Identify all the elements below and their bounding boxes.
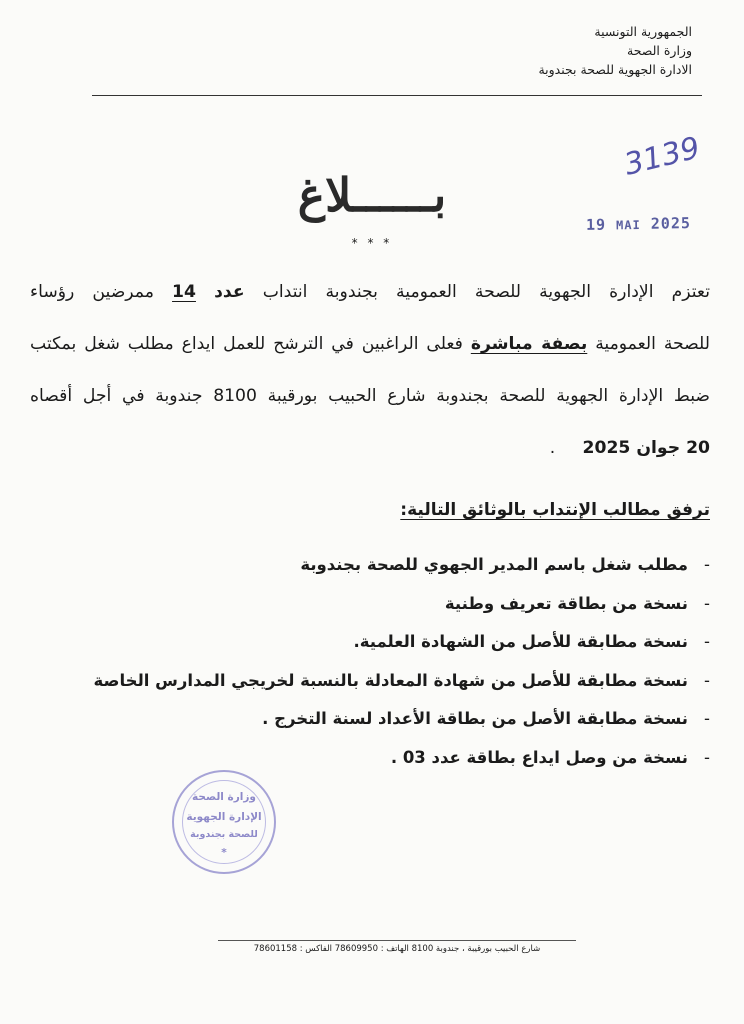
list-bullet: - [704,670,710,690]
letterhead-country: الجمهورية التونسية [594,24,692,39]
list-item [30,709,710,748]
body-text: ممرضين رؤساء [30,282,173,302]
body-text: فعلى الراغبين في الترشح للعمل ايداع مطلب شغل بمكتب [30,334,471,354]
stamp-year: 2025 [650,214,692,233]
list-item [30,748,710,787]
letterhead-ministry: وزارة الصحة [627,43,692,58]
letterhead [432,22,692,79]
direct-mode-emphasis: بصفة مباشرة [470,334,588,354]
list-item-text: نسخة مطابقة الأصل من بطاقة الأعداد لسنة التخرج . [262,709,688,728]
announcement-body [30,272,710,480]
stamp-day: 19 [585,215,607,234]
list-item [30,594,710,633]
count-value: 14 [172,282,196,302]
spacer [196,282,214,302]
list-bullet: - [704,709,710,728]
list-bullet: - [704,555,710,574]
seal-text-ministry: وزارة الصحة [192,791,256,803]
list-item [30,632,710,671]
body-line-deadline [30,428,710,480]
body-line-1 [30,272,710,324]
footer-divider [218,940,576,941]
list-item-text: نسخة من وصل ايداع بطاقة عدد 03 . [390,747,688,767]
list-item-text: نسخة مطابقة للأصل من الشهادة العلمية. [353,632,688,651]
stamp-month: MAI [615,217,641,233]
handwritten-number-text: 3139 [620,130,704,183]
list-item-text: نسخة من بطاقة تعريف وطنية [444,593,688,613]
list-item-text: مطلب شغل باسم المدير الجهوي للصحة بجندوبة [300,555,688,574]
header-divider [92,95,702,96]
page-title: بــــــلاغ [297,168,447,222]
body-text: للصحة العمومية [587,334,710,354]
seal-star: * [221,847,227,859]
deadline-period: . [549,438,556,458]
body-line-3: ضبط الإدارة الجهوية للصحة بجندوبة شارع الحبيب بورقيبة 8100 جندوبة في أجل أقصاه [30,386,710,406]
footer-contact: شارع الحبيب بورقيبة ، جندوبة 8100 الهاتف : 78609950 الفاكس : 78601158 [253,944,541,954]
count-label: عدد [214,282,245,302]
list-item [30,555,710,594]
list-bullet: - [704,747,710,767]
official-seal [172,770,276,874]
list-item-text: نسخة مطابقة للأصل من شهادة المعادلة بالنسبة لخريجي المدارس الخاصة [93,670,688,690]
deadline-date: 20 جوان 2025 [582,438,710,458]
body-text: تعتزم الإدارة الجهوية للصحة العمومية بجندوبة انتداب [244,282,710,302]
seal-text-region: للصحة بجندوبة [190,829,258,840]
list-bullet: - [704,632,710,651]
list-bullet: - [704,593,710,613]
documents-list [30,555,710,786]
seal-text-directorate: الإدارة الجهوية [186,811,262,823]
letterhead-directorate: الادارة الجهوية للصحة بجندوبة [538,62,692,77]
list-item [30,671,710,710]
body-line-2 [30,324,710,376]
documents-title: ترفق مطالب الإنتداب بالوثائق التالية: [400,500,710,520]
title-ornament: * * * [351,236,393,250]
